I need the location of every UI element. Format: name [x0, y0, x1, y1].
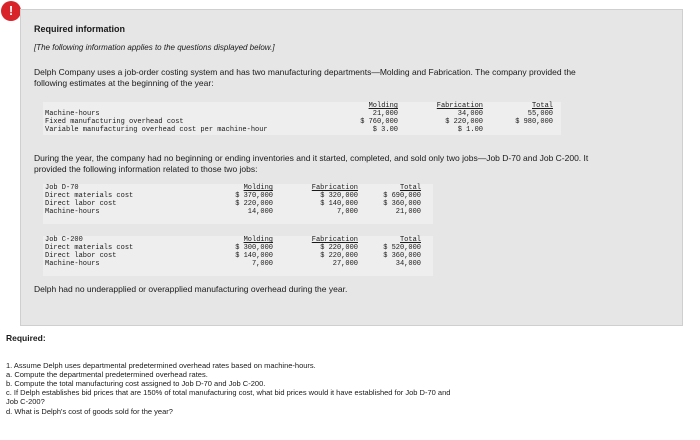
- job-c200-header-total: Total: [399, 236, 421, 244]
- panel-heading: Required information: [34, 24, 126, 34]
- job-d70-title: Job D-70: [45, 184, 79, 192]
- closing-paragraph: Delph had no underapplied or overapplied manufacturing overhead during the year.: [34, 284, 348, 294]
- estimates-cell: 21,000: [372, 110, 398, 118]
- job-d70-header-fabrication: Fabrication: [311, 184, 358, 192]
- job-d70-row-label: Direct labor cost: [45, 200, 117, 208]
- estimates-header-molding: Molding: [368, 102, 398, 110]
- job-c200-cell: $ 360,000: [383, 252, 421, 260]
- job-c200-row-label: Direct labor cost: [45, 252, 117, 260]
- intro-paragraph: Delph Company uses a job-order costing system and has two manufacturing departments—Molding and Fabrication. The company provided the following estimates at the beginning of the year:: [34, 67, 576, 88]
- estimates-cell: $ 980,000: [515, 118, 553, 126]
- job-c200-header-molding: Molding: [243, 236, 273, 244]
- job-d70-row-label: Direct materials cost: [45, 192, 134, 200]
- job-c200-table: [43, 236, 433, 276]
- estimates-header-fabrication: Fabrication: [436, 102, 483, 110]
- job-c200-cell: $ 220,000: [320, 244, 358, 252]
- job-c200-cell: 7,000: [251, 260, 273, 268]
- estimates-row-label: Machine-hours: [45, 110, 100, 118]
- question-1: 1. Assume Delph uses departmental predetermined overhead rates based on machine-hours.: [6, 361, 316, 370]
- estimates-row-label: Fixed manufacturing overhead cost: [45, 118, 184, 126]
- job-d70-cell: $ 690,000: [383, 192, 421, 200]
- estimates-cell: $ 3.00: [372, 126, 398, 134]
- panel-note: [The following information applies to the questions displayed below.]: [34, 43, 275, 52]
- estimates-row-label: Variable manufacturing overhead cost per machine-hour: [45, 126, 268, 134]
- job-c200-cell: 27,000: [332, 260, 358, 268]
- job-c200-cell: $ 300,000: [235, 244, 273, 252]
- job-d70-cell: $ 320,000: [320, 192, 358, 200]
- estimates-cell: 34,000: [457, 110, 483, 118]
- job-d70-cell: $ 370,000: [235, 192, 273, 200]
- question-1d: d. What is Delph's cost of goods sold for the year?: [6, 407, 173, 416]
- job-c200-cell: $ 520,000: [383, 244, 421, 252]
- estimates-cell: $ 1.00: [457, 126, 483, 134]
- job-d70-cell: 21,000: [395, 208, 421, 216]
- question-1c: c. If Delph establishes bid prices that are 150% of total manufacturing cost, what bid prices would it have established for Job D-70 and: [6, 388, 451, 397]
- estimates-cell: 55,000: [527, 110, 553, 118]
- job-d70-cell: $ 360,000: [383, 200, 421, 208]
- required-heading: Required:: [6, 333, 46, 343]
- job-d70-cell: $ 140,000: [320, 200, 358, 208]
- question-1a: a. Compute the departmental predetermined overhead rates.: [6, 370, 208, 379]
- question-1c-continued: Job C-200?: [6, 397, 45, 406]
- job-c200-header-fabrication: Fabrication: [311, 236, 358, 244]
- job-c200-cell: 34,000: [395, 260, 421, 268]
- job-c200-title: Job C-200: [45, 236, 83, 244]
- job-d70-cell: $ 220,000: [235, 200, 273, 208]
- job-d70-table: [43, 184, 433, 224]
- job-c200-cell: $ 220,000: [320, 252, 358, 260]
- estimates-table: [43, 102, 561, 135]
- job-c200-row-label: Machine-hours: [45, 260, 100, 268]
- job-c200-row-label: Direct materials cost: [45, 244, 134, 252]
- question-1b: b. Compute the total manufacturing cost assigned to Job D-70 and Job C-200.: [6, 379, 266, 388]
- estimates-header-total: Total: [531, 102, 553, 110]
- job-d70-header-molding: Molding: [243, 184, 273, 192]
- estimates-cell: $ 760,000: [360, 118, 398, 126]
- job-c200-cell: $ 140,000: [235, 252, 273, 260]
- estimates-cell: $ 220,000: [445, 118, 483, 126]
- job-d70-header-total: Total: [399, 184, 421, 192]
- required-information-panel: [20, 9, 683, 326]
- job-d70-row-label: Machine-hours: [45, 208, 100, 216]
- job-d70-cell: 14,000: [247, 208, 273, 216]
- middle-paragraph: During the year, the company had no beginning or ending inventories and it started, completed, and sold only two jobs—Job D-70 and Job C-200. It provided the following information related to those two jobs:: [34, 153, 589, 174]
- alert-icon: !: [1, 1, 21, 21]
- job-d70-cell: 7,000: [336, 208, 358, 216]
